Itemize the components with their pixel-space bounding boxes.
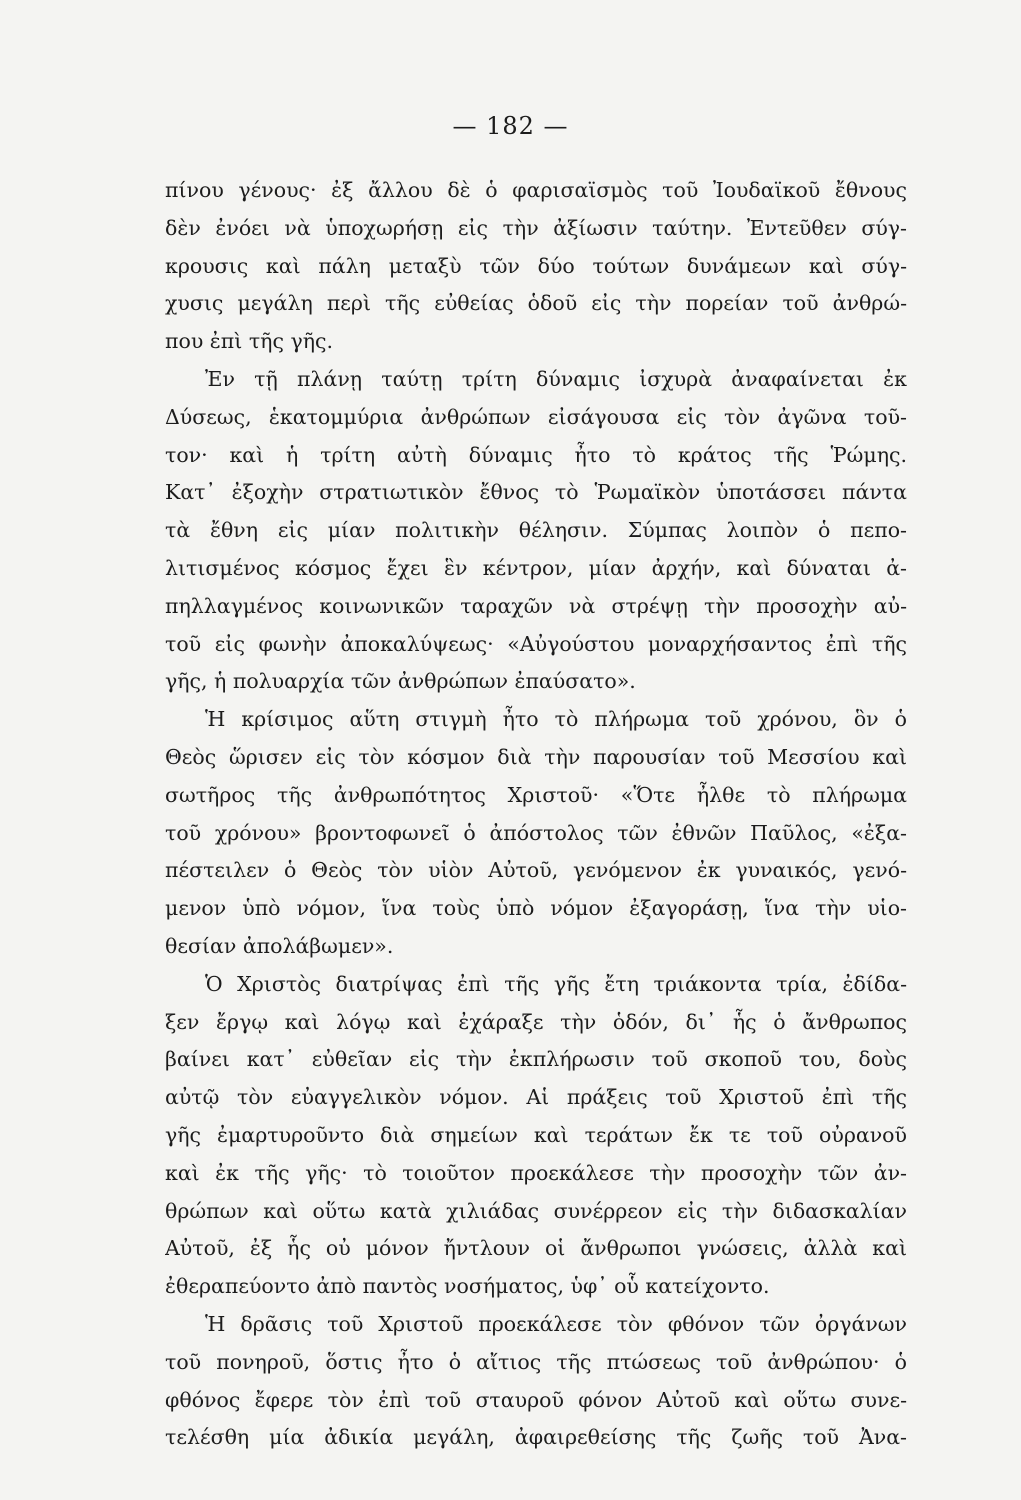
page-number: — 182 — (452, 112, 569, 140)
text-line: τοῦ εἰς φωνὴν ἀποκαλύψεως· «Αὐγούστου μοναρχήσαντος ἐπὶ τῆς (165, 631, 907, 656)
text-line: φθόνος ἔφερε τὸν ἐπὶ τοῦ σταυροῦ φόνον Αὐτοῦ καὶ οὕτω συνε- (165, 1387, 907, 1412)
text-line: Αὐτοῦ, ἐξ ἧς οὐ μόνον ἤντλουν οἱ ἄνθρωποι γνώσεις, ἀλλὰ καὶ (165, 1236, 907, 1261)
text-line: Κατ᾽ ἐξοχὴν στρατιωτικὸν ἔθνος τὸ Ῥωμαϊκὸν ὑποτάσσει πάντα (165, 480, 907, 505)
text-line: θεσίαν ἀπολάβωμεν». (165, 933, 394, 958)
text-line: σωτῆρος τῆς ἀνθρωπότητος Χριστοῦ· «Ὅτε ἦλθε τὸ πλήρωμα (165, 782, 907, 807)
text-line: μενον ὑπὸ νόμον, ἵνα τοὺς ὑπὸ νόμον ἐξαγοράσῃ, ἵνα τὴν υἱο- (165, 896, 907, 921)
text-line: καὶ ἐκ τῆς γῆς· τὸ τοιοῦτον προεκάλεσε τὴν προσοχὴν τῶν ἀν- (165, 1160, 907, 1185)
text-line: λιτισμένος κόσμος ἔχει ἓν κέντρον, μίαν ἀρχήν, καὶ δύναται ἀ- (165, 555, 907, 580)
text-line: Δύσεως, ἑκατομμύρια ἀνθρώπων εἰσάγουσα εἰς τὸν ἀγῶνα τοῦ- (165, 404, 907, 429)
text-line: τελέσθη μία ἀδικία μεγάλη, ἀφαιρεθείσης τῆς ζωῆς τοῦ Ἀνα- (165, 1425, 907, 1450)
text-line: τὰ ἔθνη εἰς μίαν πολιτικὴν θέλησιν. Σύμπας λοιπὸν ὁ πεπο- (165, 518, 907, 543)
text-line: βαίνει κατ᾽ εὐθεῖαν εἰς τὴν ἐκπλήρωσιν τοῦ σκοποῦ του, δοὺς (165, 1047, 907, 1072)
body-text (165, 172, 907, 1457)
text-line: τον· καὶ ἡ τρίτη αὐτὴ δύναμις ἦτο τὸ κράτος τῆς Ῥώμης. (165, 442, 907, 467)
text-line: αὐτῷ τὸν εὐαγγελικὸν νόμον. Αἱ πράξεις τοῦ Χριστοῦ ἐπὶ τῆς (165, 1085, 907, 1110)
text-line: Ὁ Χριστὸς διατρίψας ἐπὶ τῆς γῆς ἔτη τριάκοντα τρία, ἐδίδα- (205, 971, 907, 996)
text-line: δὲν ἐνόει νὰ ὑποχωρήσῃ εἰς τὴν ἀξίωσιν ταύτην. Ἐντεῦθεν σύγ- (165, 215, 907, 240)
text-line: τοῦ χρόνου» βροντοφωνεῖ ὁ ἀπόστολος τῶν ἐθνῶν Παῦλος, «ἐξα- (165, 820, 907, 845)
text-line: πίνου γένους· ἐξ ἄλλου δὲ ὁ φαρισαϊσμὸς τοῦ Ἰουδαϊκοῦ ἔθνους (165, 178, 907, 202)
text-line: χυσις μεγάλη περὶ τῆς εὐθείας ὁδοῦ εἰς τὴν πορείαν τοῦ ἀνθρώ- (165, 291, 907, 316)
text-line: γῆς ἐμαρτυροῦντο διὰ σημείων καὶ τεράτων ἔκ τε τοῦ οὐρανοῦ (165, 1122, 907, 1147)
text-line: κρουσις καὶ πάλη μεταξὺ τῶν δύο τούτων δυνάμεων καὶ σύγ- (165, 253, 907, 278)
text-line: Ἐν τῇ πλάνῃ ταύτῃ τρίτη δύναμις ἰσχυρὰ ἀναφαίνεται ἐκ (205, 366, 907, 391)
text-line: ξεν ἔργῳ καὶ λόγῳ καὶ ἐχάραξε τὴν ὁδόν, δι᾽ ἧς ὁ ἄνθρωπος (165, 1009, 907, 1034)
text-line: Ἡ κρίσιμος αὕτη στιγμὴ ἦτο τὸ πλήρωμα τοῦ χρόνου, ὃν ὁ (205, 707, 907, 732)
text-line: Ἡ δρᾶσις τοῦ Χριστοῦ προεκάλεσε τὸν φθόνον τῶν ὀργάνων (205, 1311, 907, 1336)
text-line: πηλλαγμένος κοινωνικῶν ταραχῶν νὰ στρέψῃ τὴν προσοχὴν αὐ- (165, 593, 907, 618)
text-line: θρώπων καὶ οὕτω κατὰ χιλιάδας συνέρρεον εἰς τὴν διδασκαλίαν (165, 1198, 907, 1223)
text-line: Θεὸς ὥρισεν εἰς τὸν κόσμον διὰ τὴν παρουσίαν τοῦ Μεσσίου καὶ (165, 744, 907, 769)
text-line: που ἐπὶ τῆς γῆς. (165, 329, 333, 354)
text-line: γῆς, ἡ πολυαρχία τῶν ἀνθρώπων ἐπαύσατο». (165, 669, 636, 694)
text-line: τοῦ πονηροῦ, ὅστις ἦτο ὁ αἴτιος τῆς πτώσεως τοῦ ἀνθρώπου· ὁ (165, 1349, 907, 1374)
text-line: πέστειλεν ὁ Θεὸς τὸν υἱὸν Αὐτοῦ, γενόμενον ἐκ γυναικός, γενό- (165, 858, 907, 883)
text-line: ἐθεραπεύοντο ἀπὸ παντὸς νοσήματος, ὑφ᾽ οὗ κατείχοντο. (165, 1274, 770, 1299)
